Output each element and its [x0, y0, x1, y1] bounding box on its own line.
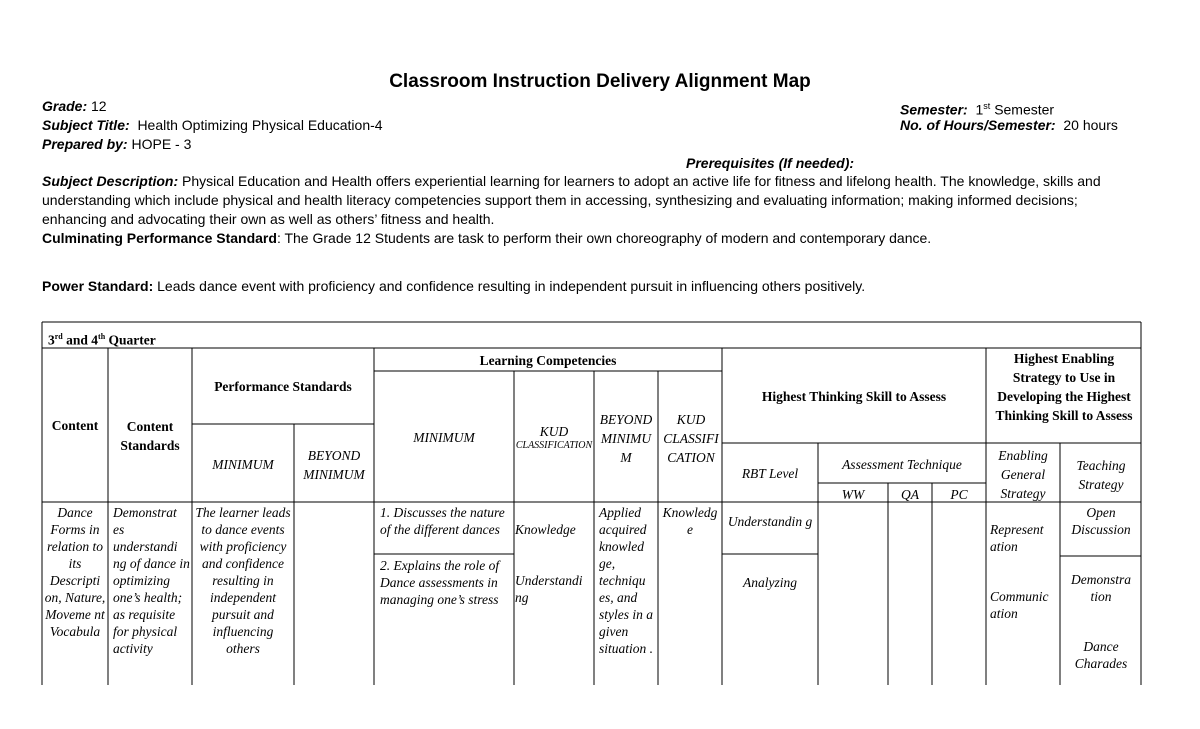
rbt-analyzing: Analyzing — [743, 575, 797, 590]
semester-num: 1 — [975, 101, 984, 118]
lc-minimum-header: MINIMUM — [413, 430, 475, 445]
hours-value: 20 hours — [1063, 117, 1118, 133]
content-standards-cell: Demonstrat es understandi ng of dance in optimizing one’s health; as requisite for physical activity — [113, 505, 190, 656]
description-text: Physical Education and Health offers experiential learning for learners to adopt an active life for fitness and lifelong health. The knowledge, skills and understanding which include physical and health literacy competencies support them in accessing, synthesizing and evaluating information; making informed decisions; enhancing and advocating their own as well as others’ fitness and health. — [42, 173, 1101, 227]
enabling-communication: Communic ation — [990, 589, 1049, 621]
competency-2: 2. Explains the role of Dance assessments in managing one’s stress — [380, 558, 500, 607]
beyond-minimum-cell: Applied acquired knowled ge, techniqu es, and styles in a given situation . — [599, 505, 654, 656]
kud-classification-cell: Knowledg e — [662, 505, 718, 537]
quarter-end: Quarter — [105, 332, 156, 348]
teaching-open-discussion: Open Discussion — [1071, 505, 1131, 537]
col-highest-thinking: Highest Thinking Skill to Assess — [761, 389, 947, 404]
culminating-label: Culminating Performance Standard — [42, 230, 277, 246]
quarter-label — [48, 328, 156, 349]
teaching-demonstration: Demonstra tion — [1071, 572, 1131, 604]
prepared-by-label: Prepared by: — [42, 136, 128, 152]
pc-header: PC — [950, 487, 968, 502]
rbt-level-header: RBT Level — [741, 466, 799, 481]
semester-label: Semester: — [900, 101, 968, 118]
lc-beyond-header: BEYOND MINIMU M — [599, 412, 653, 465]
grade-value: 12 — [91, 98, 107, 114]
prepared-by-value: HOPE - 3 — [131, 136, 192, 152]
subject-title-label: Subject Title: — [42, 117, 130, 133]
lc-kud-class-header: KUD CLASSIFI CATION — [663, 412, 719, 465]
teaching-strategy-header: Teaching Strategy — [1076, 458, 1126, 492]
culminating-text: : The Grade 12 Students are task to perform their own choreography of modern and contemporary dance. — [276, 230, 932, 246]
quarter-num-a: 3 — [48, 332, 55, 348]
page-title: Classroom Instruction Delivery Alignment Map — [389, 71, 811, 92]
grade-label: Grade: — [42, 98, 88, 114]
competency-1: 1. Discusses the nature of the different dances — [380, 505, 505, 537]
description-label: Subject Description: — [42, 173, 179, 189]
lc-kud-classification: CLASSIFICATION — [515, 440, 593, 451]
col-content-standards: Content Standards — [120, 419, 180, 453]
prerequisites-label: Prerequisites (If needed): — [686, 155, 855, 171]
quarter-mid: and 4 — [62, 332, 99, 348]
semester-sup: st — [983, 101, 991, 111]
teaching-dance-charades: Dance Charades — [1074, 639, 1128, 671]
quarter-sup-b: th — [98, 332, 106, 341]
hours-label: No. of Hours/Semester: — [900, 117, 1056, 133]
qa-header: QA — [901, 487, 919, 502]
power-text: Leads dance event with proficiency and confidence resulting in independent pursuit in influencing others positively. — [157, 278, 866, 294]
lc-kud-header: KUD — [539, 424, 569, 439]
content-cell: Dance Forms in relation to its Descripti on, Nature, Moveme nt Vocabula — [44, 505, 106, 639]
enabling-general-header: Enabling General Strategy — [998, 448, 1048, 501]
assessment-technique-header: Assessment Technique — [842, 457, 962, 472]
kud-understanding: Understandi ng — [515, 573, 583, 605]
ww-header: WW — [841, 487, 865, 502]
ps-minimum-header: MINIMUM — [212, 457, 274, 472]
subject-title-value: Health Optimizing Physical Education-4 — [137, 117, 383, 133]
enabling-representation: Represent ation — [990, 522, 1044, 554]
quarter-sup-a: rd — [54, 332, 63, 341]
col-learning-competencies: Learning Competencies — [479, 353, 617, 368]
ps-minimum-cell: The learner leads to dance events with proficiency and confidence resulting in independent pursuit and influencing others — [195, 505, 291, 656]
semester-word: Semester — [994, 101, 1055, 118]
ps-beyond-header: BEYOND MINIMUM — [303, 448, 365, 482]
col-highest-enabling: Highest Enabling Strategy to Use in Developing the Highest Thinking Skill to Assess — [995, 351, 1133, 423]
power-label: Power Standard: — [42, 278, 154, 294]
col-performance-standards: Performance Standards — [214, 379, 352, 394]
col-content: Content — [51, 418, 99, 433]
kud-knowledge: Knowledge — [515, 522, 576, 537]
rbt-understanding: Understandin g — [727, 514, 813, 529]
